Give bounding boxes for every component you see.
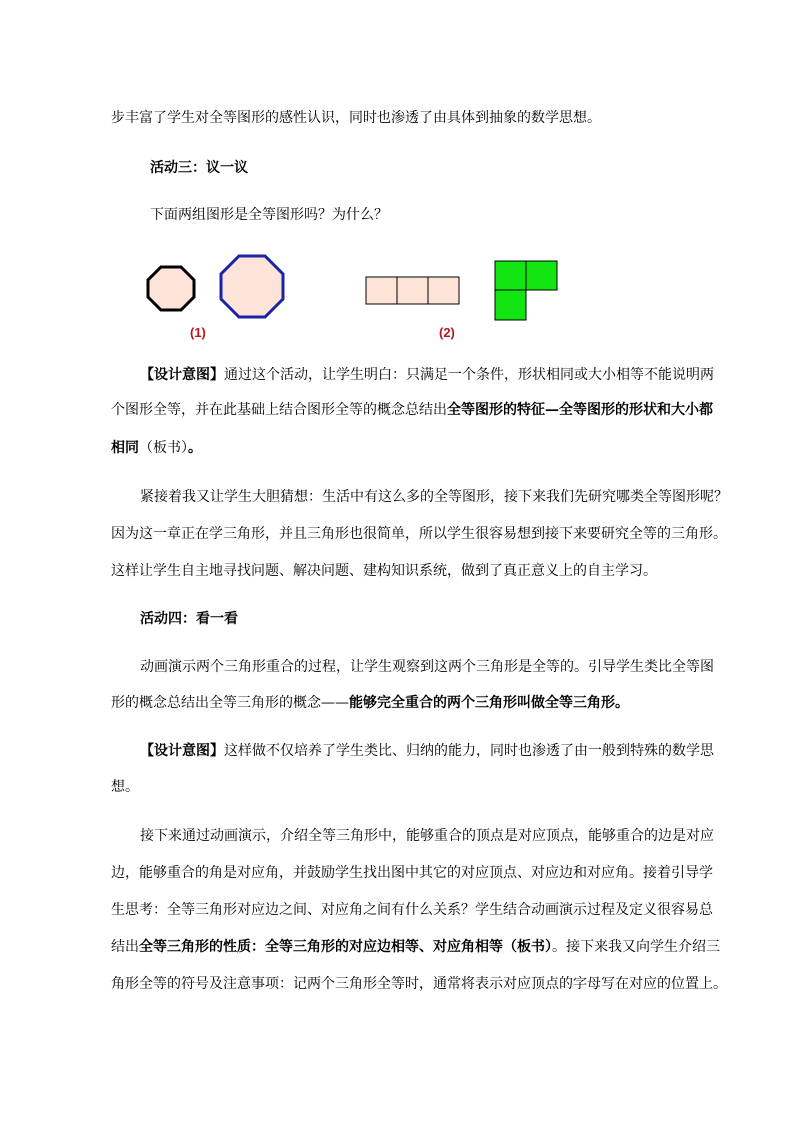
design1-tag: 【设计意图】 <box>140 367 224 383</box>
activity4-line2-bold: 能够完全重合的两个三角形叫做全等三角形。 <box>349 695 629 711</box>
corr-line1: 接下来通过动画演示，介绍全等三角形中，能够重合的顶点是对应顶点，能够重合的边是对应 <box>140 828 714 844</box>
design1-line3 <box>111 438 202 458</box>
design1-line3-bold1: 相同 <box>111 440 139 456</box>
corr-line4-plain1: 结出 <box>111 939 139 955</box>
activity4-line2-plain: 形的概念总结出全等三角形的概念—— <box>111 695 349 711</box>
design1-line3-bold2: 。 <box>188 440 202 456</box>
corr-line4 <box>111 937 720 957</box>
figure-label-2: (2) <box>439 325 455 340</box>
l-shape-square-3 <box>495 290 526 320</box>
corr-line4-plain2: 。接下来我又向学生介绍三 <box>552 939 720 955</box>
activity3-heading: 活动三：议一议 <box>150 160 248 176</box>
guess-line1: 紧接着我又让学生大胆猜想：生活中有这么多的全等图形，接下来我们先研究哪类全等图形呢？ <box>140 489 728 505</box>
design1-line1-text: 通过这个活动，让学生明白：只满足一个条件，形状相同或大小相等不能说明两 <box>224 367 714 383</box>
strip-square-2 <box>397 277 428 304</box>
activity4-line2 <box>111 693 629 713</box>
design1-line2-plain: 个图形全等，并在此基础上结合图形全等的概念总结出 <box>111 402 447 418</box>
design1-line3-plain: （板书） <box>139 440 188 456</box>
design2-line1 <box>140 741 714 761</box>
corr-line2: 边，能够重合的角是对应角，并鼓励学生找出图中其它的对应顶点、对应边和对应角。接着引导学 <box>111 865 713 881</box>
figure-label-1: (1) <box>190 325 206 340</box>
design1-line1 <box>140 365 714 385</box>
design1-line2-bold: 全等图形的特征—全等图形的形状和大小都 <box>447 402 713 418</box>
activity3-question: 下面两组图形是全等图形吗？为什么？ <box>150 207 388 223</box>
l-shape-square-2 <box>526 261 557 290</box>
l-shape-square-1 <box>495 261 526 290</box>
strip-square-3 <box>428 277 459 304</box>
design2-line2: 想。 <box>111 779 139 795</box>
large-octagon <box>221 256 283 317</box>
design1-line2 <box>111 400 713 420</box>
corr-line3: 生思考：全等三角形对应边之间、对应角之间有什么关系？学生结合动画演示过程及定义很容易总 <box>111 902 713 918</box>
corr-line5: 角形全等的符号及注意事项：记两个三角形全等时，通常将表示对应顶点的字母写在对应的位置上。 <box>111 976 727 992</box>
guess-line2: 因为这一章正在学三角形，并且三角形也很简单，所以学生很容易想到接下来要研究全等的三角形。 <box>111 526 727 542</box>
small-octagon <box>148 267 194 310</box>
corr-line4-bold: 全等三角形的性质：全等三角形的对应边相等、对应角相等（板书） <box>139 939 552 955</box>
design2-tag: 【设计意图】 <box>140 743 224 759</box>
activity4-line1: 动画演示两个三角形重合的过程，让学生观察到这两个三角形是全等的。引导学生类比全等图 <box>140 659 714 675</box>
strip-square-1 <box>366 277 397 304</box>
intro-line: 步丰富了学生对全等图形的感性认识，同时也渗透了由具体到抽象的数学思想。 <box>111 110 601 126</box>
design2-line1-text: 这样做不仅培养了学生类比、归纳的能力，同时也渗透了由一般到特殊的数学思 <box>224 743 714 759</box>
activity4-heading: 活动四：看一看 <box>140 611 238 627</box>
guess-line3: 这样让学生自主地寻找问题、解决问题、建构知识系统，做到了真正意义上的自主学习。 <box>111 563 657 579</box>
